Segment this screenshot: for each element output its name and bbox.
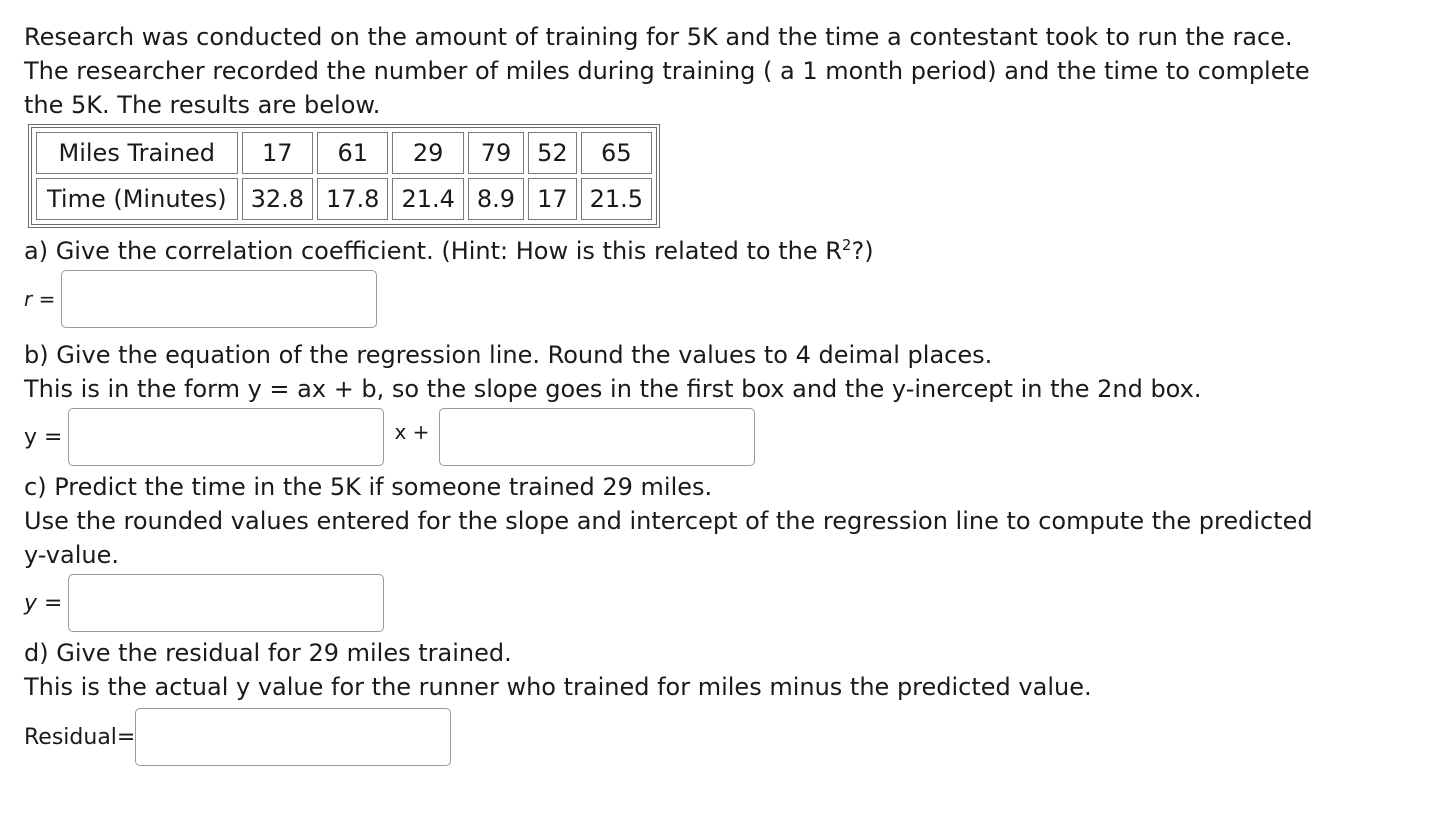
prediction-input[interactable] xyxy=(68,574,384,632)
y-label-c: y = xyxy=(24,590,63,616)
part-d-answer-row xyxy=(24,704,1434,770)
part-d xyxy=(24,636,1434,770)
part-a-question-prefix: a) Give the correlation coefficient. (Hint: How is this related to the R xyxy=(24,237,842,265)
part-d-line-1: d) Give the residual for 29 miles trained. xyxy=(24,639,512,667)
part-c-line-2: Use the rounded values entered for the slope and intercept of the regression line to compute the predicted xyxy=(24,507,1313,535)
table-cell: 21.5 xyxy=(581,178,652,220)
part-b-line-2: This is in the form y = ax + b, so the slope goes in the first box and the y-inercept in the 2nd box. xyxy=(24,375,1202,403)
table-cell: 21.4 xyxy=(392,178,463,220)
table-row-time xyxy=(36,178,652,220)
residual-input[interactable] xyxy=(135,708,451,766)
part-d-line-2: This is the actual y value for the runner who trained for miles minus the predicted value. xyxy=(24,673,1092,701)
row-header-time: Time (Minutes) xyxy=(36,178,238,220)
part-c xyxy=(24,470,1434,634)
part-b xyxy=(24,338,1434,468)
table-cell: 32.8 xyxy=(242,178,313,220)
table-cell: 61 xyxy=(317,132,388,174)
question-page xyxy=(24,20,1434,770)
intercept-input[interactable] xyxy=(439,408,755,466)
part-b-answer-row xyxy=(24,406,1434,468)
part-a-answer-row xyxy=(24,268,1434,330)
table-cell: 52 xyxy=(528,132,577,174)
part-c-line-1: c) Predict the time in the 5K if someone trained 29 miles. xyxy=(24,473,713,501)
row-header-miles: Miles Trained xyxy=(36,132,238,174)
part-c-line-3: y-value. xyxy=(24,541,119,569)
table-row-miles xyxy=(36,132,652,174)
part-a-question xyxy=(24,234,1434,268)
table-cell: 29 xyxy=(392,132,463,174)
part-c-answer-row xyxy=(24,572,1434,634)
table-cell: 17.8 xyxy=(317,178,388,220)
table-cell: 79 xyxy=(468,132,524,174)
table-cell: 8.9 xyxy=(468,178,524,220)
intro-line-2: The researcher recorded the number of miles during training ( a 1 month period) and the time to complete xyxy=(24,57,1310,85)
x-plus-label: x + xyxy=(394,420,430,444)
residual-label: Residual= xyxy=(24,724,136,750)
r-input[interactable] xyxy=(61,270,377,328)
part-a xyxy=(24,234,1434,330)
table-cell: 65 xyxy=(581,132,652,174)
r-label: r = xyxy=(24,287,56,311)
table-cell: 17 xyxy=(242,132,313,174)
part-b-line-1: b) Give the equation of the regression line. Round the values to 4 deimal places. xyxy=(24,341,993,369)
intro-text xyxy=(24,20,1434,122)
data-table xyxy=(28,124,660,228)
table-cell: 17 xyxy=(528,178,577,220)
intro-line-1: Research was conducted on the amount of training for 5K and the time a contestant took to run the race. xyxy=(24,23,1293,51)
intro-line-3: the 5K. The results are below. xyxy=(24,91,381,119)
slope-input[interactable] xyxy=(68,408,384,466)
y-label-b: y = xyxy=(24,424,63,450)
part-a-question-suffix: ?) xyxy=(851,237,874,265)
part-a-superscript: 2 xyxy=(841,236,852,254)
